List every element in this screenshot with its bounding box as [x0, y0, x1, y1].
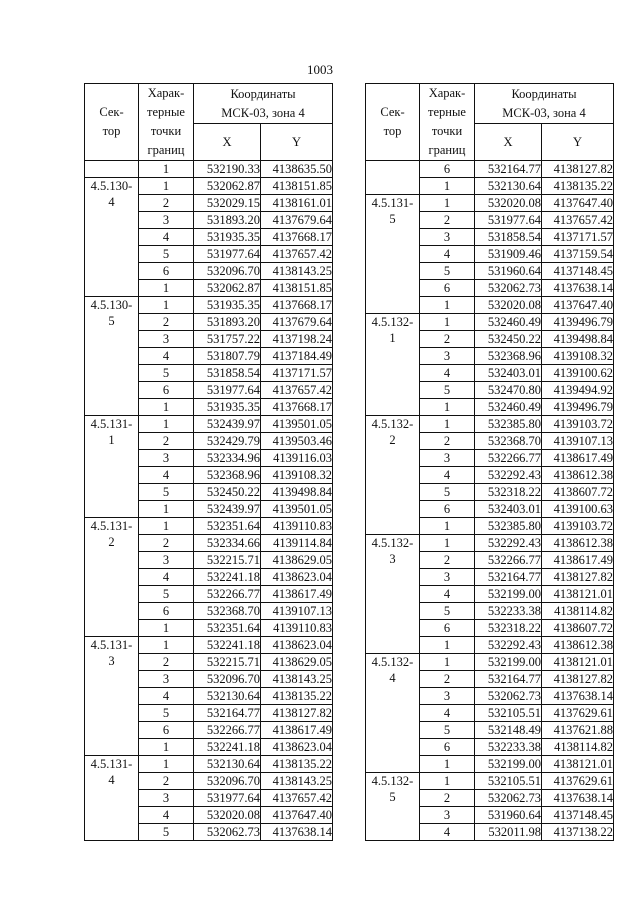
point-number: 1: [420, 178, 475, 195]
point-number: 1: [420, 637, 475, 654]
point-number: 3: [139, 552, 194, 569]
point-number: 5: [420, 722, 475, 739]
sector-label: 4.5.132- 5: [366, 773, 420, 841]
x-coordinate: 532266.77: [475, 450, 542, 467]
y-coordinate: 4139103.72: [542, 518, 614, 535]
y-coordinate: 4137148.45: [542, 263, 614, 280]
y-coordinate: 4139114.84: [261, 535, 333, 552]
y-coordinate: 4138151.85: [261, 280, 333, 297]
x-coordinate: 532351.64: [194, 518, 261, 535]
x-coordinate: 532318.22: [475, 620, 542, 637]
y-coordinate: 4138161.01: [261, 195, 333, 212]
y-coordinate: 4137638.14: [261, 824, 333, 841]
header-sector: Сек- тор: [366, 84, 420, 161]
header-coordinates: Координаты МСК-03, зона 4: [475, 84, 614, 124]
point-number: 3: [420, 348, 475, 365]
y-coordinate: 4138617.49: [542, 450, 614, 467]
x-coordinate: 532368.70: [475, 433, 542, 450]
y-coordinate: 4137198.24: [261, 331, 333, 348]
point-number: 3: [420, 229, 475, 246]
x-coordinate: 532368.70: [194, 603, 261, 620]
header-points: Харак- терные точки границ: [420, 84, 475, 161]
y-coordinate: 4139108.32: [542, 348, 614, 365]
table-body-right: [366, 161, 614, 841]
x-coordinate: 531977.64: [194, 382, 261, 399]
x-coordinate: 532020.08: [475, 195, 542, 212]
y-coordinate: 4138629.05: [261, 654, 333, 671]
point-number: 1: [139, 756, 194, 773]
x-coordinate: 532241.18: [194, 569, 261, 586]
point-number: 4: [420, 246, 475, 263]
point-number: 5: [139, 246, 194, 263]
y-coordinate: 4137657.42: [542, 212, 614, 229]
sector-label: 4.5.131- 3: [85, 637, 139, 756]
y-coordinate: 4139501.05: [261, 501, 333, 518]
point-number: 5: [420, 382, 475, 399]
y-coordinate: 4139116.03: [261, 450, 333, 467]
x-coordinate: 532292.43: [475, 637, 542, 654]
point-number: 1: [139, 620, 194, 637]
point-number: 2: [139, 314, 194, 331]
point-number: 3: [139, 790, 194, 807]
sector-label: 4.5.132- 3: [366, 535, 420, 654]
y-coordinate: 4139494.92: [542, 382, 614, 399]
point-number: 2: [139, 535, 194, 552]
x-coordinate: 532215.71: [194, 552, 261, 569]
y-coordinate: 4137638.14: [542, 280, 614, 297]
point-number: 1: [139, 416, 194, 433]
x-coordinate: 531858.54: [194, 365, 261, 382]
y-coordinate: 4137148.45: [542, 807, 614, 824]
y-coordinate: 4137638.14: [542, 790, 614, 807]
x-coordinate: 532439.97: [194, 501, 261, 518]
point-number: 2: [139, 773, 194, 790]
y-coordinate: 4139498.84: [542, 331, 614, 348]
sector-label: [85, 161, 139, 178]
y-coordinate: 4138623.04: [261, 637, 333, 654]
y-coordinate: 4138612.38: [542, 535, 614, 552]
sector-label: 4.5.131- 2: [85, 518, 139, 637]
y-coordinate: 4138121.01: [542, 586, 614, 603]
y-coordinate: 4138127.82: [261, 705, 333, 722]
x-coordinate: 532164.77: [475, 569, 542, 586]
point-number: 2: [420, 552, 475, 569]
sector-label: 4.5.130- 5: [85, 297, 139, 416]
y-coordinate: 4138127.82: [542, 161, 614, 178]
point-number: 1: [420, 416, 475, 433]
header-y: Y: [542, 124, 614, 161]
x-coordinate: 532164.77: [194, 705, 261, 722]
point-number: 1: [420, 518, 475, 535]
x-coordinate: 532266.77: [194, 586, 261, 603]
y-coordinate: 4137647.40: [542, 297, 614, 314]
y-coordinate: 4137668.17: [261, 399, 333, 416]
x-coordinate: 532470.80: [475, 382, 542, 399]
point-number: 2: [139, 195, 194, 212]
x-coordinate: 532130.64: [194, 688, 261, 705]
x-coordinate: 532062.87: [194, 178, 261, 195]
point-number: 1: [139, 739, 194, 756]
x-coordinate: 532334.66: [194, 535, 261, 552]
point-number: 1: [139, 297, 194, 314]
x-coordinate: 532215.71: [194, 654, 261, 671]
y-coordinate: 4138617.49: [542, 552, 614, 569]
point-number: 6: [420, 739, 475, 756]
sector-label: 4.5.131- 5: [366, 195, 420, 314]
y-coordinate: 4137657.42: [261, 382, 333, 399]
point-number: 5: [139, 484, 194, 501]
x-coordinate: 532385.80: [475, 518, 542, 535]
point-number: 3: [420, 807, 475, 824]
x-coordinate: 532130.64: [475, 178, 542, 195]
x-coordinate: 532460.49: [475, 399, 542, 416]
y-coordinate: 4137668.17: [261, 297, 333, 314]
x-coordinate: 532439.97: [194, 416, 261, 433]
sector-label: [366, 161, 420, 195]
x-coordinate: 532190.33: [194, 161, 261, 178]
point-number: 3: [139, 671, 194, 688]
y-coordinate: 4137647.40: [542, 195, 614, 212]
y-coordinate: 4138121.01: [542, 756, 614, 773]
x-coordinate: 532020.08: [475, 297, 542, 314]
sector-label: 4.5.132- 2: [366, 416, 420, 535]
point-number: 2: [420, 331, 475, 348]
point-number: 2: [420, 671, 475, 688]
y-coordinate: 4139100.62: [542, 365, 614, 382]
y-coordinate: 4139107.13: [542, 433, 614, 450]
y-coordinate: 4137629.61: [542, 705, 614, 722]
point-number: 2: [420, 790, 475, 807]
header-x: X: [475, 124, 542, 161]
y-coordinate: 4138607.72: [542, 620, 614, 637]
point-number: 1: [420, 297, 475, 314]
point-number: 1: [420, 773, 475, 790]
point-number: 1: [420, 314, 475, 331]
y-coordinate: 4139496.79: [542, 399, 614, 416]
header-coordinates: Координаты МСК-03, зона 4: [194, 84, 333, 124]
point-number: 3: [420, 450, 475, 467]
x-coordinate: 531935.35: [194, 229, 261, 246]
y-coordinate: 4138617.49: [261, 722, 333, 739]
x-coordinate: 531977.64: [475, 212, 542, 229]
point-number: 2: [139, 654, 194, 671]
x-coordinate: 532266.77: [475, 552, 542, 569]
point-number: 4: [139, 348, 194, 365]
point-number: 4: [139, 807, 194, 824]
point-number: 4: [420, 586, 475, 603]
table-row: [366, 314, 614, 331]
x-coordinate: 532233.38: [475, 739, 542, 756]
y-coordinate: 4138143.25: [261, 773, 333, 790]
table-row: [85, 416, 333, 433]
table-row: [366, 161, 614, 178]
x-coordinate: 532062.87: [194, 280, 261, 297]
x-coordinate: 531893.20: [194, 314, 261, 331]
table-row: [85, 161, 333, 178]
y-coordinate: 4138612.38: [542, 637, 614, 654]
x-coordinate: 532096.70: [194, 773, 261, 790]
table-body-left: [85, 161, 333, 841]
point-number: 2: [420, 433, 475, 450]
y-coordinate: 4139108.32: [261, 467, 333, 484]
x-coordinate: 532096.70: [194, 671, 261, 688]
point-number: 1: [139, 280, 194, 297]
point-number: 4: [420, 467, 475, 484]
point-number: 1: [139, 518, 194, 535]
y-coordinate: 4138151.85: [261, 178, 333, 195]
x-coordinate: 532403.01: [475, 365, 542, 382]
x-coordinate: 532105.51: [475, 773, 542, 790]
x-coordinate: 532403.01: [475, 501, 542, 518]
point-number: 5: [139, 365, 194, 382]
point-number: 4: [420, 824, 475, 841]
point-number: 4: [139, 688, 194, 705]
table-row: [85, 756, 333, 773]
point-number: 6: [420, 161, 475, 178]
point-number: 1: [420, 654, 475, 671]
point-number: 6: [139, 382, 194, 399]
point-number: 4: [420, 705, 475, 722]
x-coordinate: 532292.43: [475, 535, 542, 552]
point-number: 3: [420, 688, 475, 705]
table-row: [366, 535, 614, 552]
point-number: 5: [420, 263, 475, 280]
y-coordinate: 4138127.82: [542, 569, 614, 586]
y-coordinate: 4139110.83: [261, 620, 333, 637]
header-points: Харак- терные точки границ: [139, 84, 194, 161]
point-number: 4: [139, 467, 194, 484]
x-coordinate: 531977.64: [194, 790, 261, 807]
point-number: 5: [139, 705, 194, 722]
y-coordinate: 4139503.46: [261, 433, 333, 450]
point-number: 4: [139, 569, 194, 586]
sector-label: 4.5.132- 1: [366, 314, 420, 416]
x-coordinate: 532450.22: [194, 484, 261, 501]
sector-label: 4.5.131- 4: [85, 756, 139, 841]
y-coordinate: 4137657.42: [261, 246, 333, 263]
y-coordinate: 4138127.82: [542, 671, 614, 688]
table-row: [85, 178, 333, 195]
x-coordinate: 532020.08: [194, 807, 261, 824]
point-number: 4: [139, 229, 194, 246]
x-coordinate: 532460.49: [475, 314, 542, 331]
y-coordinate: 4138121.01: [542, 654, 614, 671]
x-coordinate: 532199.00: [475, 756, 542, 773]
x-coordinate: 532292.43: [475, 467, 542, 484]
x-coordinate: 531960.64: [475, 807, 542, 824]
y-coordinate: 4137171.57: [261, 365, 333, 382]
x-coordinate: 531977.64: [194, 246, 261, 263]
y-coordinate: 4138617.49: [261, 586, 333, 603]
y-coordinate: 4138135.22: [261, 688, 333, 705]
x-coordinate: 531935.35: [194, 297, 261, 314]
y-coordinate: 4137638.14: [542, 688, 614, 705]
y-coordinate: 4137159.54: [542, 246, 614, 263]
x-coordinate: 531909.46: [475, 246, 542, 263]
table-row: [366, 654, 614, 671]
y-coordinate: 4139501.05: [261, 416, 333, 433]
y-coordinate: 4138114.82: [542, 739, 614, 756]
x-coordinate: 532318.22: [475, 484, 542, 501]
y-coordinate: 4137679.64: [261, 314, 333, 331]
x-coordinate: 532164.77: [475, 161, 542, 178]
x-coordinate: 532164.77: [475, 671, 542, 688]
point-number: 1: [139, 178, 194, 195]
point-number: 3: [139, 450, 194, 467]
y-coordinate: 4139103.72: [542, 416, 614, 433]
point-number: 1: [420, 756, 475, 773]
y-coordinate: 4139110.83: [261, 518, 333, 535]
point-number: 6: [139, 603, 194, 620]
table-row: [366, 773, 614, 790]
x-coordinate: 531807.79: [194, 348, 261, 365]
x-coordinate: 532429.79: [194, 433, 261, 450]
sector-label: 4.5.132- 4: [366, 654, 420, 773]
y-coordinate: 4139496.79: [542, 314, 614, 331]
x-coordinate: 532351.64: [194, 620, 261, 637]
point-number: 1: [139, 399, 194, 416]
header-y: Y: [261, 124, 333, 161]
point-number: 3: [420, 569, 475, 586]
y-coordinate: 4139498.84: [261, 484, 333, 501]
y-coordinate: 4138143.25: [261, 671, 333, 688]
x-coordinate: 532266.77: [194, 722, 261, 739]
table-row: [85, 297, 333, 314]
x-coordinate: 532062.73: [194, 824, 261, 841]
y-coordinate: 4137184.49: [261, 348, 333, 365]
sector-label: 4.5.131- 1: [85, 416, 139, 518]
point-number: 1: [139, 501, 194, 518]
y-coordinate: 4137621.88: [542, 722, 614, 739]
point-number: 5: [139, 586, 194, 603]
x-coordinate: 531757.22: [194, 331, 261, 348]
point-number: 5: [139, 824, 194, 841]
y-coordinate: 4137657.42: [261, 790, 333, 807]
x-coordinate: 532062.73: [475, 688, 542, 705]
x-coordinate: 532385.80: [475, 416, 542, 433]
y-coordinate: 4138135.22: [542, 178, 614, 195]
y-coordinate: 4139107.13: [261, 603, 333, 620]
table-row: [85, 637, 333, 654]
y-coordinate: 4138635.50: [261, 161, 333, 178]
point-number: 1: [420, 399, 475, 416]
x-coordinate: 532096.70: [194, 263, 261, 280]
point-number: 2: [139, 433, 194, 450]
y-coordinate: 4137668.17: [261, 229, 333, 246]
x-coordinate: 532233.38: [475, 603, 542, 620]
x-coordinate: 531935.35: [194, 399, 261, 416]
x-coordinate: 532130.64: [194, 756, 261, 773]
header-sector: Сек- тор: [85, 84, 139, 161]
x-coordinate: 532148.49: [475, 722, 542, 739]
point-number: 5: [420, 603, 475, 620]
table-row: [366, 416, 614, 433]
x-coordinate: 532199.00: [475, 654, 542, 671]
x-coordinate: 532062.73: [475, 790, 542, 807]
point-number: 3: [139, 212, 194, 229]
y-coordinate: 4138629.05: [261, 552, 333, 569]
x-coordinate: 532241.18: [194, 637, 261, 654]
y-coordinate: 4138607.72: [542, 484, 614, 501]
y-coordinate: 4137138.22: [542, 824, 614, 841]
y-coordinate: 4138114.82: [542, 603, 614, 620]
y-coordinate: 4138135.22: [261, 756, 333, 773]
table-row: [85, 518, 333, 535]
point-number: 6: [420, 620, 475, 637]
sector-label: 4.5.130- 4: [85, 178, 139, 297]
coordinates-table-right: [365, 83, 614, 841]
y-coordinate: 4138143.25: [261, 263, 333, 280]
header-x: X: [194, 124, 261, 161]
x-coordinate: 532029.15: [194, 195, 261, 212]
x-coordinate: 532334.96: [194, 450, 261, 467]
point-number: 6: [139, 722, 194, 739]
y-coordinate: 4138623.04: [261, 739, 333, 756]
y-coordinate: 4137679.64: [261, 212, 333, 229]
y-coordinate: 4137171.57: [542, 229, 614, 246]
point-number: 4: [420, 365, 475, 382]
x-coordinate: 532199.00: [475, 586, 542, 603]
x-coordinate: 532105.51: [475, 705, 542, 722]
y-coordinate: 4137629.61: [542, 773, 614, 790]
x-coordinate: 532368.96: [194, 467, 261, 484]
point-number: 1: [139, 637, 194, 654]
point-number: 6: [420, 501, 475, 518]
x-coordinate: 532450.22: [475, 331, 542, 348]
x-coordinate: 531960.64: [475, 263, 542, 280]
point-number: 5: [420, 484, 475, 501]
x-coordinate: 532241.18: [194, 739, 261, 756]
point-number: 6: [420, 280, 475, 297]
y-coordinate: 4138623.04: [261, 569, 333, 586]
x-coordinate: 532062.73: [475, 280, 542, 297]
x-coordinate: 532011.98: [475, 824, 542, 841]
x-coordinate: 531858.54: [475, 229, 542, 246]
y-coordinate: 4138612.38: [542, 467, 614, 484]
point-number: 1: [420, 195, 475, 212]
y-coordinate: 4139100.63: [542, 501, 614, 518]
point-number: 1: [139, 161, 194, 178]
x-coordinate: 531893.20: [194, 212, 261, 229]
point-number: 1: [420, 535, 475, 552]
point-number: 6: [139, 263, 194, 280]
coordinates-table-left: [84, 83, 333, 841]
point-number: 2: [420, 212, 475, 229]
table-row: [366, 195, 614, 212]
point-number: 3: [139, 331, 194, 348]
y-coordinate: 4137647.40: [261, 807, 333, 824]
page-number: 1003: [307, 62, 333, 77]
x-coordinate: 532368.96: [475, 348, 542, 365]
